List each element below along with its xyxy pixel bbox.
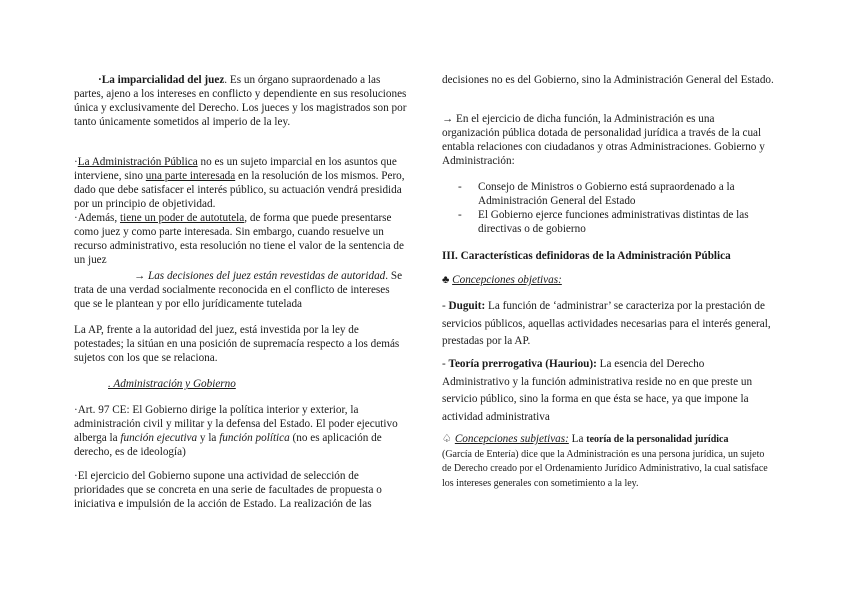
- heading-text: . Administración y Gobierno: [108, 378, 236, 390]
- arrow-icon: →: [134, 270, 148, 282]
- text: ·Art. 97 CE: El Gobierno dirige la política interior y exterior, la administración civil y militar y la defensa del Estado. El poder ejecutivo alberga la: [74, 404, 398, 444]
- paragraph-imparcialidad: [74, 74, 408, 130]
- heading-iii: [442, 250, 774, 264]
- text: ·Además,: [74, 212, 120, 224]
- list-item-text: El Gobierno ejerce funciones administrativas distintas de las directivas o de gobierno: [478, 208, 749, 235]
- list-item: [442, 209, 774, 237]
- italic-text: Las decisiones del juez están revestidas de autoridad: [147, 270, 386, 282]
- heading-concepciones-objetivas: [442, 274, 774, 288]
- text: (García de Entería) dice que la Administración es una persona jurídica, un sujeto de Derecho creado por el Ordenamiento Jurídico Administrativo, la cual satisface los intereses generales con sometimiento a la ley.: [442, 448, 768, 489]
- paragraph-autotutela: [74, 212, 408, 268]
- club-icon: ♣: [442, 274, 450, 286]
- paragraph-ejercicio-funcion: → En el ejercicio de dicha función, la Administración es una organización pública dotada de personalidad jurídica a través de la cual entabla relaciones con ciudadanos y otras Administraciones. Gobierno y Administración:: [442, 113, 765, 167]
- italic-text: función ejecutiva: [120, 431, 198, 444]
- dash-marker: -: [442, 358, 449, 370]
- heading-text: Concepciones subjetivas:: [454, 433, 569, 445]
- text: en la resolución de los mismos. Pero, dado que debe satisfacer el interés público, su actuación vendrá presidida por un principio de objetividad.: [74, 169, 405, 210]
- term-personalidad-juridica: teoría de la personalidad jurídica: [586, 434, 729, 445]
- list-gobierno-administracion: [442, 181, 774, 237]
- paragraph-hauriou: [442, 356, 774, 426]
- dash-marker: -: [458, 208, 462, 221]
- paragraph-decisiones: [74, 270, 408, 312]
- text: La: [568, 433, 587, 445]
- paragraph-concepciones-subjetivas: [442, 433, 774, 491]
- heading-text: Concepciones objetivas:: [452, 274, 562, 286]
- paragraph-ap-potestades: La AP, frente a la autoridad del juez, está investida por la ley de potestades; la sitúan en una posición de supremacía respecto a los demás sujetos con los que se relaciona.: [74, 324, 400, 364]
- paragraph-continuation: decisiones no es del Gobierno, sino la Administración General del Estado.: [442, 74, 774, 86]
- text: La función de ‘administrar’ se caracteriza por la prestación de servicios públicos, aquellas actividades necesarias para el interés general, prestadas por la AP.: [442, 300, 771, 347]
- text: no es un sujeto imparcial en los asuntos que interviene, sino: [74, 156, 397, 182]
- spade-icon: ♤: [442, 433, 453, 445]
- text: . Es un órgano supraordenado a las partes, ajeno a los intereses en conflicto y dependiente en sus resoluciones única y exclusivamente del Derecho. Los jueces y los magistrados son por tanto únicamente sometidos al imperio de la ley.: [74, 74, 407, 128]
- underlined-term: La Administración Pública: [77, 156, 198, 168]
- paragraph-duguit: [442, 298, 774, 351]
- dash-marker: -: [442, 300, 449, 312]
- term-hauriou: Teoría prerrogativa (Hauriou):: [448, 358, 597, 370]
- term-duguit: Duguit:: [448, 300, 486, 312]
- italic-text: función política: [219, 431, 290, 444]
- list-item-text: Consejo de Ministros o Gobierno está supraordenado a la Administración General del Estado: [478, 181, 735, 207]
- text: y la: [197, 431, 220, 444]
- heading-text: III. Características definidoras de la Administración Pública: [442, 250, 731, 262]
- bullet: ·: [98, 74, 102, 86]
- dash-marker: -: [458, 181, 462, 193]
- paragraph-ejercicio-gobierno: ·El ejercicio del Gobierno supone una actividad de selección de prioridades que se concreta en una serie de facultades de propuesta o iniciativa e impulsión de la acción de Estado. La realización de las: [74, 470, 382, 510]
- list-item: [442, 181, 774, 209]
- bullet: ·: [74, 156, 78, 168]
- underlined-term: tiene un poder de autotutela: [119, 212, 245, 224]
- paragraph-ap-parcial: [74, 156, 408, 212]
- text: . Se trata de una verdad socialmente reconocida en el conflicto de intereses que se le plantean y por ello jurídicamente tutelada: [74, 270, 403, 310]
- term-imparcialidad: La imparcialidad del juez: [101, 74, 225, 86]
- paragraph-art97: [74, 404, 408, 460]
- text: (no es aplicación de derecho, es de ideología): [74, 431, 382, 458]
- underlined-term: una parte interesada: [145, 169, 236, 182]
- heading-administracion-gobierno: [108, 378, 408, 392]
- text: , de forma que puede presentarse como juez y como parte interesada. Sin embargo, cuando resuelve un recurso administrativo, esta resolución no tiene el valor de la sentencia de un juez: [74, 212, 404, 266]
- text: La esencia del Derecho Administrativo y la función administrativa reside no en que preste un servicio público, sino la forma en que ésta se hace, ya que impone la actividad administrativa: [442, 358, 753, 423]
